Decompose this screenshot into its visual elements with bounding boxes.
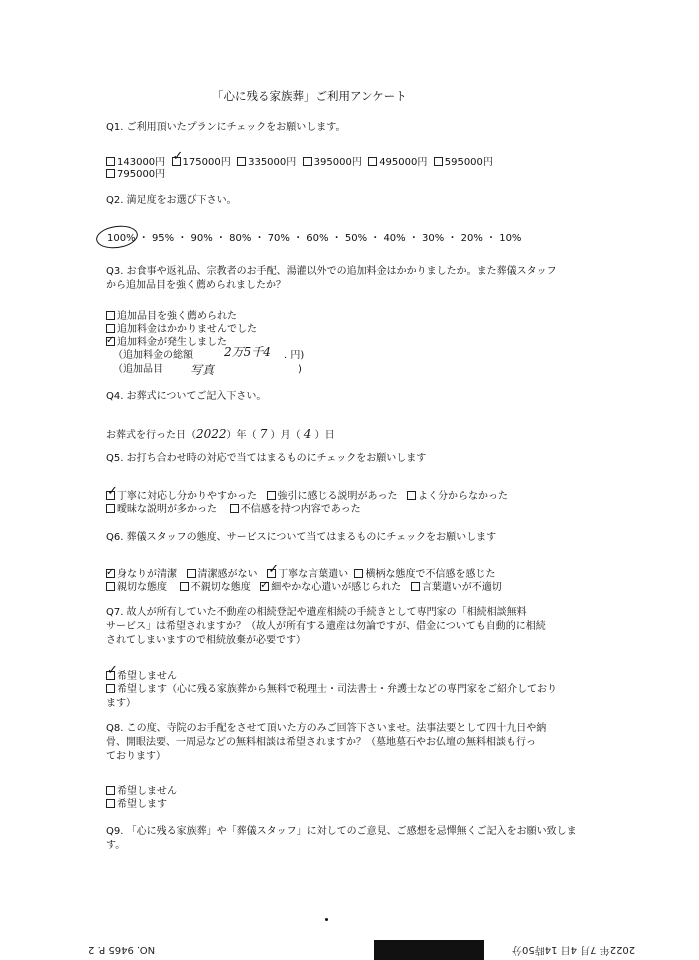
fax-footer-right: 2022年 7月 4日 14時50分 <box>512 944 636 955</box>
checkbox[interactable] <box>106 504 115 513</box>
q3-option-1[interactable]: 追加品目を強く薦められた <box>106 310 237 323</box>
fax-footer-left: NO. 9465 P. 2 <box>88 944 156 955</box>
q3-item-value[interactable]: 写真 <box>190 363 215 377</box>
q6-option-unclean[interactable]: 清潔感がない <box>187 569 258 580</box>
q2-scale: 100% ・ 95% ・ 90% ・ 80% ・ 70% ・ 60% ・ 50% ・ 40% ・ 30% ・ 20% ・ 10% <box>107 233 522 244</box>
checkbox[interactable] <box>354 569 363 578</box>
q3-question-line1: Q3. お食事や返礼品、宗教者のお手配、湯灌以外での追加料金はかかりましたか。また葬儀スタッフ <box>106 266 557 277</box>
q5-option-unclear[interactable]: よく分からなかった <box>407 491 508 502</box>
checkbox[interactable] <box>407 491 416 500</box>
q7-question-line2: サービス」は希望されますか？（故人が所有する遺産は勿論ですが、借金についても自動的に相続 <box>106 621 546 632</box>
q6-question: Q6. 葬儀スタッフの態度、サービスについて当てはまるものにチェックをお願いします <box>106 532 497 543</box>
q7-question-line3: されてしまいますので相続放棄が必要です） <box>106 635 306 646</box>
q5-option-polite[interactable]: ✓ 丁寧に対応し分かりやすかった <box>107 484 257 502</box>
q5-option-vague[interactable]: 曖昧な説明が多かった <box>106 504 217 515</box>
q6-row1 <box>106 562 496 581</box>
q1-option-175000[interactable]: ✓ 175000円 <box>172 149 231 168</box>
year-unit: 年 <box>236 430 247 441</box>
q4-question: Q4. お葬式についてご記入下さい。 <box>106 391 267 402</box>
checkbox[interactable] <box>106 169 115 178</box>
q5-option-forceful[interactable]: 強引に感じる説明があった <box>267 491 398 502</box>
q6-row2 <box>106 581 502 594</box>
q3-item-close: ) <box>298 364 302 375</box>
q3-fee-unit: . 円) <box>284 350 305 361</box>
checkbox[interactable] <box>106 799 115 808</box>
checkbox[interactable] <box>106 324 115 333</box>
checkbox-checked[interactable] <box>172 149 184 166</box>
checkbox[interactable] <box>230 504 239 513</box>
month-unit: 月 <box>280 430 291 441</box>
q6-option-attentive[interactable]: ✓ 細やかな心遣いが感じられた <box>260 580 402 593</box>
q7-question-line1: Q7. 故人が所有していた不動産の相続登記や遺産相続の手続きとして専門家の「相続相談無料 <box>106 607 527 618</box>
check-mark-icon: ✓ <box>106 335 115 346</box>
q5-question: Q5. お打ち合わせ時の対応で当てはまるものにチェックをお願いします <box>106 453 427 464</box>
q8-option-no[interactable]: 希望しません <box>106 785 177 798</box>
checkbox[interactable] <box>411 582 420 591</box>
q1-option-495000[interactable]: 495000円 <box>368 157 427 168</box>
q8-question-line3: ております） <box>106 751 166 762</box>
q5-option-distrust[interactable]: 不信感を持つ内容であった <box>230 504 361 515</box>
checkbox-checked[interactable] <box>106 484 118 500</box>
q3-fee-label: （追加料金の総額 <box>113 350 193 361</box>
checkbox[interactable] <box>368 157 377 166</box>
q6-option-rude-words[interactable]: 言葉遣いが不適切 <box>411 582 502 593</box>
checkbox-checked[interactable] <box>106 337 115 346</box>
q7-option-yes[interactable]: 希望します（心に残る家族葬から無料で税理士・司法書士・弁護士などの専門家をご紹介しており <box>106 683 557 696</box>
page-title: 「心に残る家族葬」ご利用アンケート <box>212 89 407 103</box>
q9-question-line2: す。 <box>106 840 126 851</box>
q3-question-line2: から追加品目を強く薦められましたか？ <box>106 280 286 291</box>
q3-option-3[interactable]: ✓ 追加料金が発生しました <box>106 335 227 348</box>
checkbox-checked[interactable] <box>267 562 279 578</box>
q6-option-clean[interactable]: ✓ 身なりが清潔 <box>106 567 177 580</box>
checkbox[interactable] <box>303 157 312 166</box>
redaction-block <box>374 940 484 960</box>
q3-fee-value[interactable]: 2万5千4 <box>224 345 271 359</box>
q4-year[interactable]: 2022 <box>196 427 227 441</box>
checkbox[interactable] <box>106 157 115 166</box>
q4-date-label: お葬式を行った日 <box>106 430 186 441</box>
q5-row2 <box>106 503 361 516</box>
checkbox[interactable] <box>106 684 115 693</box>
q6-option-polite-words[interactable]: ✓ 丁寧な言葉遣い <box>268 562 349 580</box>
checkbox[interactable] <box>106 582 115 591</box>
day-unit: 日 <box>324 430 335 441</box>
q6-option-unkind[interactable]: 不親切な態度 <box>180 582 251 593</box>
check-mark-icon: ✓ <box>107 663 118 678</box>
scan-dot <box>325 918 328 921</box>
q4-date-row: お葬式を行った日（2022）年（ 7 ）月（ 4 ）日 <box>106 427 335 441</box>
q1-question: Q1. ご利用頂いたプランにチェックをお願いします。 <box>106 122 346 133</box>
checkbox-checked[interactable] <box>106 569 115 578</box>
check-mark-icon: ✓ <box>260 580 269 591</box>
q1-option-795000[interactable]: 795000円 <box>106 168 165 181</box>
q9-question-line1: Q9. 「心に残る家族葬」や「葬儀スタッフ」に対してのご意見、ご感想を忌憚無くご記入をお願い致しま <box>106 826 577 837</box>
q8-option-yes[interactable]: 希望します <box>106 798 167 811</box>
q8-question-line1: Q8. この度、寺院のお手配をさせて頂いた方のみご回答下さいませ。法事法要として四十九日や納 <box>106 723 547 734</box>
q4-month[interactable]: 7 <box>259 427 268 441</box>
q8-question-line2: 骨、開眼法要、一周忌などの無料相談は希望されますか？（墓地墓石やお仏壇の無料相談も行っ <box>106 737 536 748</box>
checkbox[interactable] <box>267 491 276 500</box>
q2-question: Q2. 満足度をお選び下さい。 <box>106 195 237 206</box>
q7-option-yes-line2: ます） <box>106 698 136 709</box>
checkbox[interactable] <box>434 157 443 166</box>
q3-option-2[interactable]: 追加料金はかかりませんでした <box>106 323 257 336</box>
checkbox[interactable] <box>187 569 196 578</box>
q1-option-395000[interactable]: 395000円 <box>303 157 362 168</box>
checkbox-checked[interactable] <box>260 582 269 591</box>
check-mark-icon: ✓ <box>172 149 184 164</box>
q1-option-595000[interactable]: 595000円 <box>434 157 493 168</box>
q4-day[interactable]: 4 <box>303 427 312 441</box>
q3-item-label: （追加品目 <box>113 364 163 375</box>
q6-option-arrogant[interactable]: 横柄な態度で不信感を感じた <box>354 569 495 580</box>
checkbox-checked[interactable] <box>106 663 118 680</box>
q1-option-335000[interactable]: 335000円 <box>237 157 296 168</box>
q1-option-143000[interactable]: 143000円 <box>106 157 165 168</box>
check-mark-icon: ✓ <box>107 484 118 499</box>
q7-option-no[interactable]: ✓ 希望しません <box>107 663 177 682</box>
checkbox[interactable] <box>237 157 246 166</box>
check-mark-icon: ✓ <box>106 567 115 578</box>
checkbox[interactable] <box>106 311 115 320</box>
q2-selection-circle <box>95 223 140 251</box>
check-mark-icon: ✓ <box>268 562 279 577</box>
q5-row1 <box>106 484 508 503</box>
checkbox[interactable] <box>106 786 115 795</box>
checkbox[interactable] <box>180 582 189 591</box>
q6-option-kind[interactable]: 親切な態度 <box>106 582 167 593</box>
